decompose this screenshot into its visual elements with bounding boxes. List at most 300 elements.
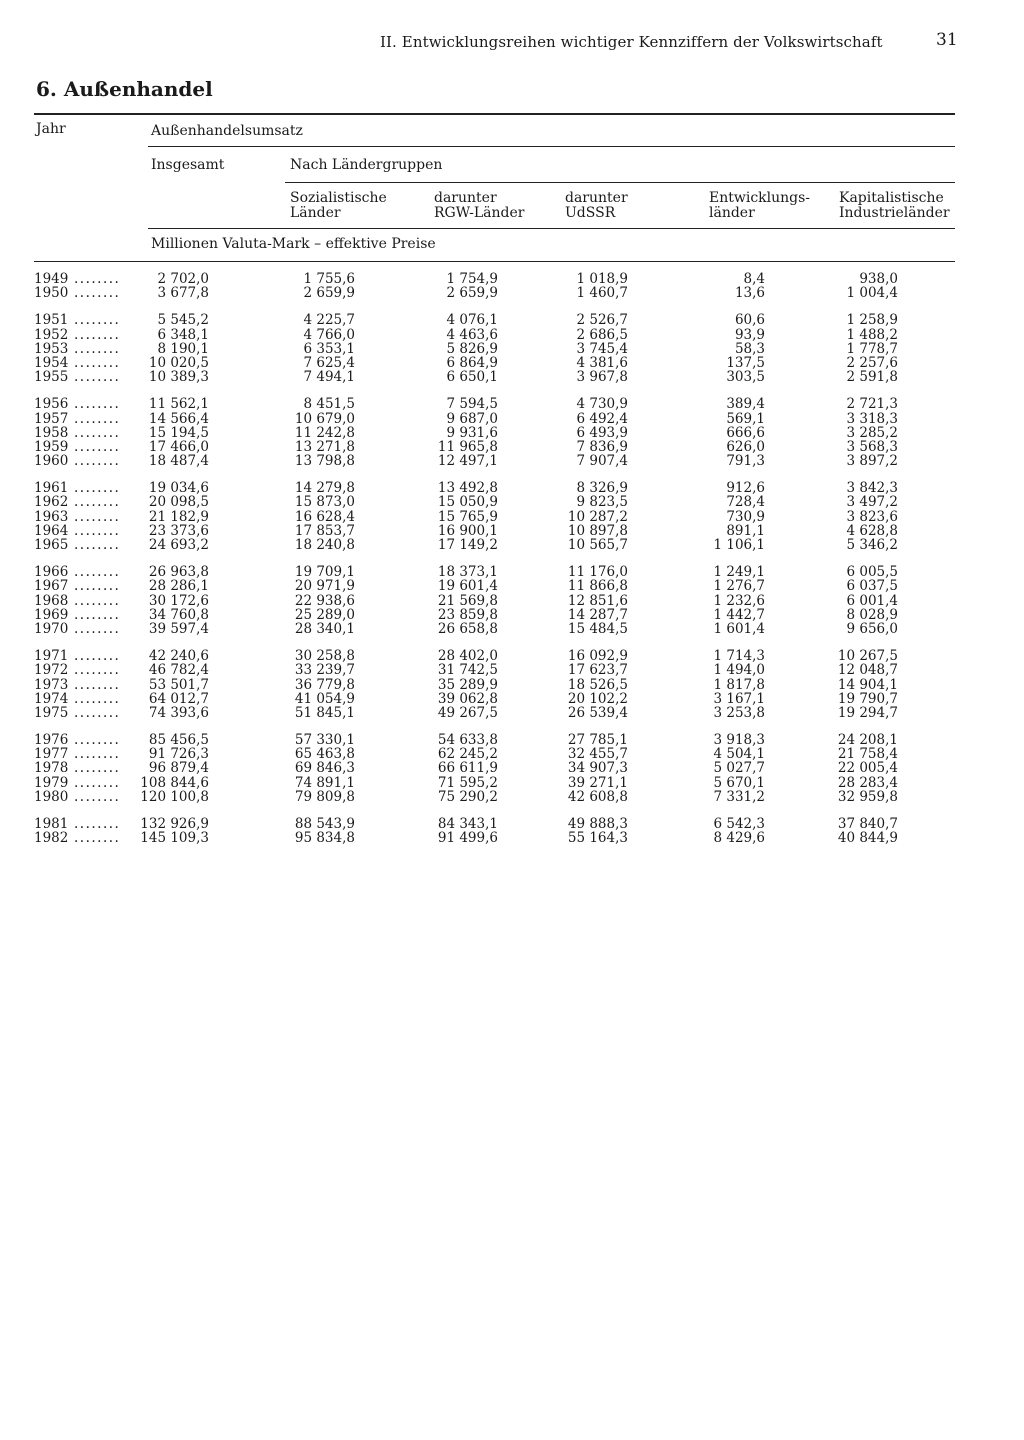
table-row bbox=[0, 356, 1024, 370]
table-row bbox=[0, 565, 1024, 579]
cell-entwicklungs: 303,5 bbox=[726, 369, 765, 386]
cell-insgesamt: 3 677,8 bbox=[157, 285, 209, 302]
cell-rgw: 26 658,8 bbox=[437, 620, 498, 637]
cell-rgw: 28 402,0 bbox=[437, 648, 498, 665]
cell-jahr: 1961 bbox=[34, 480, 69, 497]
table-row bbox=[0, 495, 1024, 509]
cell-entwicklungs: 13,6 bbox=[734, 285, 765, 302]
cell-jahr: 1964 bbox=[34, 522, 69, 539]
cell-sozialistische: 13 271,8 bbox=[294, 438, 355, 455]
cell-rgw: 91 499,6 bbox=[437, 830, 498, 847]
leader-dots: ........ bbox=[74, 830, 121, 847]
cell-kapitalistische: 24 208,1 bbox=[837, 732, 898, 749]
cell-jahr: 1975 bbox=[34, 704, 69, 721]
unit-top-rule bbox=[148, 228, 955, 229]
table-row bbox=[0, 286, 1024, 300]
cell-entwicklungs: 1 232,6 bbox=[713, 592, 765, 609]
cell-rgw: 13 492,8 bbox=[437, 480, 498, 497]
leader-dots: ........ bbox=[74, 537, 121, 553]
leader-dots: ........ bbox=[74, 592, 121, 609]
cell-entwicklungs: 8 429,6 bbox=[713, 830, 765, 847]
year-group bbox=[0, 481, 1024, 552]
table-row bbox=[0, 272, 1024, 286]
leader-dots: ........ bbox=[74, 369, 121, 386]
cell-sozialistische: 30 258,8 bbox=[294, 648, 355, 665]
cell-entwicklungs: 1 442,7 bbox=[713, 606, 765, 623]
year-group bbox=[0, 565, 1024, 636]
cell-jahr: 1963 bbox=[34, 508, 69, 525]
cell-jahr: 1955 bbox=[34, 369, 69, 386]
cell-udssr: 42 608,8 bbox=[567, 788, 628, 805]
header-unit: Millionen Valuta-Mark – effektive Preise bbox=[151, 236, 436, 252]
cell-kapitalistische: 19 294,7 bbox=[837, 704, 898, 721]
cell-sozialistische: 6 353,1 bbox=[303, 340, 355, 357]
cell-kapitalistische: 6 037,5 bbox=[846, 578, 898, 595]
leader-dots: ........ bbox=[74, 746, 121, 763]
table-row bbox=[0, 440, 1024, 454]
cell-jahr: 1978 bbox=[34, 760, 69, 777]
table-row bbox=[0, 622, 1024, 636]
leader-dots: ........ bbox=[74, 410, 121, 427]
cell-kapitalistische: 19 790,7 bbox=[837, 690, 898, 707]
year-group bbox=[0, 272, 1024, 300]
cell-kapitalistische: 2 257,6 bbox=[846, 354, 898, 371]
leader-dots: ........ bbox=[74, 690, 121, 707]
year-group bbox=[0, 313, 1024, 384]
cell-kapitalistische: 8 028,9 bbox=[846, 606, 898, 623]
cell-rgw: 6 864,9 bbox=[446, 354, 498, 371]
cell-udssr: 18 526,5 bbox=[567, 676, 628, 693]
cell-rgw: 71 595,2 bbox=[437, 774, 498, 791]
cell-insgesamt: 6 348,1 bbox=[157, 326, 209, 343]
cell-sozialistische: 22 938,6 bbox=[294, 592, 355, 609]
cell-sozialistische: 20 971,9 bbox=[294, 578, 355, 595]
cell-kapitalistische: 10 267,5 bbox=[837, 648, 898, 665]
cell-kapitalistische: 938,0 bbox=[859, 271, 898, 287]
cell-jahr: 1957 bbox=[34, 410, 69, 427]
leader-dots: ........ bbox=[74, 424, 121, 441]
cell-kapitalistische: 3 823,6 bbox=[846, 508, 898, 525]
cell-insgesamt: 108 844,6 bbox=[140, 774, 209, 791]
leader-dots: ........ bbox=[74, 453, 121, 470]
cell-kapitalistische: 3 842,3 bbox=[846, 480, 898, 497]
cell-insgesamt: 34 760,8 bbox=[148, 606, 209, 623]
cell-udssr: 32 455,7 bbox=[567, 746, 628, 763]
cell-sozialistische: 15 873,0 bbox=[294, 494, 355, 511]
cell-udssr: 10 565,7 bbox=[567, 537, 628, 553]
cell-insgesamt: 42 240,6 bbox=[148, 648, 209, 665]
cell-sozialistische: 4 225,7 bbox=[303, 312, 355, 329]
leader-dots: ........ bbox=[74, 354, 121, 371]
cell-insgesamt: 23 373,6 bbox=[148, 522, 209, 539]
cell-insgesamt: 18 487,4 bbox=[148, 453, 209, 470]
cell-sozialistische: 33 239,7 bbox=[294, 662, 355, 679]
cell-kapitalistische: 5 346,2 bbox=[846, 537, 898, 553]
cell-insgesamt: 11 562,1 bbox=[148, 396, 209, 413]
cell-rgw: 2 659,9 bbox=[446, 285, 498, 302]
cell-jahr: 1968 bbox=[34, 592, 69, 609]
cell-entwicklungs: 1 249,1 bbox=[713, 564, 765, 581]
cell-entwicklungs: 389,4 bbox=[726, 396, 765, 413]
cell-udssr: 6 493,9 bbox=[576, 424, 628, 441]
cell-kapitalistische: 2 721,3 bbox=[846, 396, 898, 413]
cell-rgw: 1 754,9 bbox=[446, 271, 498, 287]
year-group bbox=[0, 649, 1024, 720]
cell-udssr: 4 730,9 bbox=[576, 396, 628, 413]
cell-entwicklungs: 626,0 bbox=[726, 438, 765, 455]
cell-rgw: 5 826,9 bbox=[446, 340, 498, 357]
cell-insgesamt: 24 693,2 bbox=[148, 537, 209, 553]
cell-sozialistische: 14 279,8 bbox=[294, 480, 355, 497]
cell-jahr: 1950 bbox=[34, 285, 69, 302]
cell-udssr: 2 526,7 bbox=[576, 312, 628, 329]
cell-insgesamt: 10 020,5 bbox=[148, 354, 209, 371]
cell-kapitalistische: 32 959,8 bbox=[837, 788, 898, 805]
cell-jahr: 1972 bbox=[34, 662, 69, 679]
leader-dots: ........ bbox=[74, 648, 121, 665]
cell-jahr: 1979 bbox=[34, 774, 69, 791]
cell-udssr: 15 484,5 bbox=[567, 620, 628, 637]
cell-rgw: 9 931,6 bbox=[446, 424, 498, 441]
year-group bbox=[0, 817, 1024, 845]
cell-udssr: 9 823,5 bbox=[576, 494, 628, 511]
cell-sozialistische: 28 340,1 bbox=[294, 620, 355, 637]
leader-dots: ........ bbox=[74, 396, 121, 413]
cell-kapitalistische: 22 005,4 bbox=[837, 760, 898, 777]
leader-dots: ........ bbox=[74, 340, 121, 357]
header-insgesamt: Insgesamt bbox=[151, 157, 225, 173]
cell-jahr: 1962 bbox=[34, 494, 69, 511]
cell-kapitalistische: 4 628,8 bbox=[846, 522, 898, 539]
cell-entwicklungs: 5 670,1 bbox=[713, 774, 765, 791]
cell-sozialistische: 10 679,0 bbox=[294, 410, 355, 427]
cell-jahr: 1974 bbox=[34, 690, 69, 707]
cell-sozialistische: 17 853,7 bbox=[294, 522, 355, 539]
cell-entwicklungs: 1 817,8 bbox=[713, 676, 765, 693]
cell-kapitalistische: 1 488,2 bbox=[846, 326, 898, 343]
cell-udssr: 10 287,2 bbox=[567, 508, 628, 525]
cell-udssr: 55 164,3 bbox=[567, 830, 628, 847]
cell-udssr: 2 686,5 bbox=[576, 326, 628, 343]
cell-rgw: 12 497,1 bbox=[437, 453, 498, 470]
cell-jahr: 1965 bbox=[34, 537, 69, 553]
table-row bbox=[0, 538, 1024, 552]
cell-entwicklungs: 666,6 bbox=[726, 424, 765, 441]
cell-rgw: 16 900,1 bbox=[437, 522, 498, 539]
cell-udssr: 4 381,6 bbox=[576, 354, 628, 371]
cell-kapitalistische: 6 005,5 bbox=[846, 564, 898, 581]
cell-insgesamt: 145 109,3 bbox=[140, 830, 209, 847]
cell-rgw: 4 463,6 bbox=[446, 326, 498, 343]
leader-dots: ........ bbox=[74, 271, 121, 287]
cell-udssr: 12 851,6 bbox=[567, 592, 628, 609]
cell-udssr: 11 866,8 bbox=[567, 578, 628, 595]
cell-insgesamt: 5 545,2 bbox=[157, 312, 209, 329]
cell-insgesamt: 96 879,4 bbox=[148, 760, 209, 777]
cell-insgesamt: 20 098,5 bbox=[148, 494, 209, 511]
cell-rgw: 31 742,5 bbox=[437, 662, 498, 679]
cell-entwicklungs: 1 494,0 bbox=[713, 662, 765, 679]
table-row bbox=[0, 594, 1024, 608]
table-row bbox=[0, 481, 1024, 495]
leader-dots: ........ bbox=[74, 564, 121, 581]
cell-insgesamt: 132 926,9 bbox=[140, 816, 209, 832]
cell-rgw: 49 267,5 bbox=[437, 704, 498, 721]
cell-insgesamt: 17 466,0 bbox=[148, 438, 209, 455]
cell-insgesamt: 2 702,0 bbox=[157, 271, 209, 287]
table-row bbox=[0, 733, 1024, 747]
cell-entwicklungs: 58,3 bbox=[734, 340, 765, 357]
cell-jahr: 1981 bbox=[34, 816, 69, 832]
cell-kapitalistische: 1 258,9 bbox=[846, 312, 898, 329]
cell-sozialistische: 88 543,9 bbox=[294, 816, 355, 832]
table-row bbox=[0, 790, 1024, 804]
leader-dots: ........ bbox=[74, 676, 121, 693]
header-nach-laendergruppen: Nach Ländergruppen bbox=[290, 157, 443, 173]
cell-rgw: 4 076,1 bbox=[446, 312, 498, 329]
table-row bbox=[0, 761, 1024, 775]
cell-insgesamt: 91 726,3 bbox=[148, 746, 209, 763]
cell-kapitalistische: 1 004,4 bbox=[846, 285, 898, 302]
section-title: 6. Außenhandel bbox=[36, 77, 213, 101]
cell-jahr: 1976 bbox=[34, 732, 69, 749]
leader-dots: ........ bbox=[74, 312, 121, 329]
cell-insgesamt: 74 393,6 bbox=[148, 704, 209, 721]
cell-rgw: 84 343,1 bbox=[437, 816, 498, 832]
cell-insgesamt: 53 501,7 bbox=[148, 676, 209, 693]
header-udssr: darunter UdSSR bbox=[565, 190, 628, 221]
cell-sozialistische: 95 834,8 bbox=[294, 830, 355, 847]
cell-udssr: 7 907,4 bbox=[576, 453, 628, 470]
cell-insgesamt: 30 172,6 bbox=[148, 592, 209, 609]
cell-sozialistische: 2 659,9 bbox=[303, 285, 355, 302]
header-sozialistische: Sozialistische Länder bbox=[290, 190, 387, 221]
cell-udssr: 3 745,4 bbox=[576, 340, 628, 357]
cell-kapitalistische: 1 778,7 bbox=[846, 340, 898, 357]
table-row bbox=[0, 454, 1024, 468]
cell-entwicklungs: 137,5 bbox=[726, 354, 765, 371]
cell-jahr: 1967 bbox=[34, 578, 69, 595]
cell-kapitalistische: 3 897,2 bbox=[846, 453, 898, 470]
cell-udssr: 11 176,0 bbox=[567, 564, 628, 581]
cell-jahr: 1960 bbox=[34, 453, 69, 470]
table-row bbox=[0, 663, 1024, 677]
cell-jahr: 1977 bbox=[34, 746, 69, 763]
header-rgw: darunter RGW-Länder bbox=[434, 190, 525, 221]
leader-dots: ........ bbox=[74, 662, 121, 679]
cell-udssr: 17 623,7 bbox=[567, 662, 628, 679]
cell-rgw: 19 601,4 bbox=[437, 578, 498, 595]
table-row bbox=[0, 706, 1024, 720]
table-row bbox=[0, 328, 1024, 342]
cell-sozialistische: 1 755,6 bbox=[303, 271, 355, 287]
cell-kapitalistische: 40 844,9 bbox=[837, 830, 898, 847]
year-group bbox=[0, 733, 1024, 804]
cell-udssr: 20 102,2 bbox=[567, 690, 628, 707]
table-row bbox=[0, 313, 1024, 327]
cell-rgw: 15 050,9 bbox=[437, 494, 498, 511]
cell-kapitalistische: 3 285,2 bbox=[846, 424, 898, 441]
cell-entwicklungs: 93,9 bbox=[734, 326, 765, 343]
cell-jahr: 1958 bbox=[34, 424, 69, 441]
cell-sozialistische: 7 494,1 bbox=[303, 369, 355, 386]
cell-entwicklungs: 6 542,3 bbox=[713, 816, 765, 832]
leader-dots: ........ bbox=[74, 774, 121, 791]
cell-rgw: 21 569,8 bbox=[437, 592, 498, 609]
cell-insgesamt: 120 100,8 bbox=[140, 788, 209, 805]
cell-jahr: 1969 bbox=[34, 606, 69, 623]
leader-dots: ........ bbox=[74, 788, 121, 805]
header-umsatz: Außenhandelsumsatz bbox=[151, 123, 303, 139]
cell-sozialistische: 4 766,0 bbox=[303, 326, 355, 343]
table-row bbox=[0, 831, 1024, 845]
cell-sozialistische: 57 330,1 bbox=[294, 732, 355, 749]
cell-entwicklungs: 60,6 bbox=[734, 312, 765, 329]
cell-kapitalistische: 2 591,8 bbox=[846, 369, 898, 386]
cell-insgesamt: 10 389,3 bbox=[148, 369, 209, 386]
cell-sozialistische: 74 891,1 bbox=[294, 774, 355, 791]
cell-sozialistische: 8 451,5 bbox=[303, 396, 355, 413]
leader-dots: ........ bbox=[74, 494, 121, 511]
cell-jahr: 1970 bbox=[34, 620, 69, 637]
cell-rgw: 17 149,2 bbox=[437, 537, 498, 553]
leader-dots: ........ bbox=[74, 508, 121, 525]
cell-kapitalistische: 9 656,0 bbox=[846, 620, 898, 637]
cell-entwicklungs: 3 167,1 bbox=[713, 690, 765, 707]
cell-rgw: 7 594,5 bbox=[446, 396, 498, 413]
leader-dots: ........ bbox=[74, 326, 121, 343]
table-row bbox=[0, 817, 1024, 831]
umsatz-rule bbox=[148, 146, 955, 147]
cell-entwicklungs: 891,1 bbox=[726, 522, 765, 539]
table-row bbox=[0, 370, 1024, 384]
cell-sozialistische: 19 709,1 bbox=[294, 564, 355, 581]
cell-sozialistische: 65 463,8 bbox=[294, 746, 355, 763]
cell-kapitalistische: 3 568,3 bbox=[846, 438, 898, 455]
cell-udssr: 14 287,7 bbox=[567, 606, 628, 623]
cell-rgw: 9 687,0 bbox=[446, 410, 498, 427]
cell-rgw: 54 633,8 bbox=[437, 732, 498, 749]
cell-kapitalistische: 12 048,7 bbox=[837, 662, 898, 679]
cell-kapitalistische: 21 758,4 bbox=[837, 746, 898, 763]
cell-insgesamt: 21 182,9 bbox=[148, 508, 209, 525]
cell-entwicklungs: 8,4 bbox=[743, 271, 765, 287]
cell-sozialistische: 16 628,4 bbox=[294, 508, 355, 525]
cell-entwicklungs: 7 331,2 bbox=[713, 788, 765, 805]
cell-udssr: 16 092,9 bbox=[567, 648, 628, 665]
header-kapitalistische: Kapitalistische Industrieländer bbox=[839, 190, 950, 221]
cell-entwicklungs: 569,1 bbox=[726, 410, 765, 427]
header-bottom-rule bbox=[34, 261, 955, 262]
header-entwicklungs: Entwicklungs- länder bbox=[709, 190, 811, 221]
table-row bbox=[0, 608, 1024, 622]
cell-sozialistische: 7 625,4 bbox=[303, 354, 355, 371]
cell-rgw: 23 859,8 bbox=[437, 606, 498, 623]
cell-entwicklungs: 1 714,3 bbox=[713, 648, 765, 665]
cell-kapitalistische: 37 840,7 bbox=[837, 816, 898, 832]
cell-insgesamt: 28 286,1 bbox=[148, 578, 209, 595]
cell-jahr: 1973 bbox=[34, 676, 69, 693]
cell-entwicklungs: 730,9 bbox=[726, 508, 765, 525]
running-head: II. Entwicklungsreihen wichtiger Kennziffern der Volkswirtschaft bbox=[380, 33, 883, 51]
table-row bbox=[0, 579, 1024, 593]
table-row bbox=[0, 747, 1024, 761]
cell-rgw: 39 062,8 bbox=[437, 690, 498, 707]
cell-jahr: 1954 bbox=[34, 354, 69, 371]
table-row bbox=[0, 692, 1024, 706]
cell-udssr: 34 907,3 bbox=[567, 760, 628, 777]
cell-sozialistische: 25 289,0 bbox=[294, 606, 355, 623]
cell-jahr: 1953 bbox=[34, 340, 69, 357]
table-row bbox=[0, 649, 1024, 663]
cell-jahr: 1971 bbox=[34, 648, 69, 665]
cell-rgw: 66 611,9 bbox=[437, 760, 498, 777]
cell-insgesamt: 15 194,5 bbox=[148, 424, 209, 441]
cell-insgesamt: 26 963,8 bbox=[148, 564, 209, 581]
cell-entwicklungs: 728,4 bbox=[726, 494, 765, 511]
cell-insgesamt: 14 566,4 bbox=[148, 410, 209, 427]
leader-dots: ........ bbox=[74, 620, 121, 637]
laendergruppen-rule bbox=[285, 182, 955, 183]
cell-udssr: 8 326,9 bbox=[576, 480, 628, 497]
cell-insgesamt: 39 597,4 bbox=[148, 620, 209, 637]
table-row bbox=[0, 678, 1024, 692]
cell-rgw: 11 965,8 bbox=[437, 438, 498, 455]
cell-udssr: 1 018,9 bbox=[576, 271, 628, 287]
cell-entwicklungs: 912,6 bbox=[726, 480, 765, 497]
cell-entwicklungs: 3 918,3 bbox=[713, 732, 765, 749]
table-top-rule bbox=[34, 113, 955, 115]
leader-dots: ........ bbox=[74, 522, 121, 539]
cell-kapitalistische: 3 497,2 bbox=[846, 494, 898, 511]
year-group bbox=[0, 397, 1024, 468]
cell-rgw: 75 290,2 bbox=[437, 788, 498, 805]
leader-dots: ........ bbox=[74, 816, 121, 832]
cell-insgesamt: 46 782,4 bbox=[148, 662, 209, 679]
cell-kapitalistische: 14 904,1 bbox=[837, 676, 898, 693]
cell-kapitalistische: 28 283,4 bbox=[837, 774, 898, 791]
cell-sozialistische: 51 845,1 bbox=[294, 704, 355, 721]
table-row bbox=[0, 524, 1024, 538]
cell-sozialistische: 13 798,8 bbox=[294, 453, 355, 470]
cell-udssr: 1 460,7 bbox=[576, 285, 628, 302]
cell-rgw: 62 245,2 bbox=[437, 746, 498, 763]
cell-udssr: 49 888,3 bbox=[567, 816, 628, 832]
cell-jahr: 1982 bbox=[34, 830, 69, 847]
cell-sozialistische: 36 779,8 bbox=[294, 676, 355, 693]
leader-dots: ........ bbox=[74, 285, 121, 302]
table-row bbox=[0, 342, 1024, 356]
cell-sozialistische: 41 054,9 bbox=[294, 690, 355, 707]
cell-jahr: 1952 bbox=[34, 326, 69, 343]
table-row bbox=[0, 426, 1024, 440]
cell-entwicklungs: 4 504,1 bbox=[713, 746, 765, 763]
cell-insgesamt: 64 012,7 bbox=[148, 690, 209, 707]
table-row bbox=[0, 412, 1024, 426]
cell-udssr: 7 836,9 bbox=[576, 438, 628, 455]
cell-kapitalistische: 3 318,3 bbox=[846, 410, 898, 427]
cell-jahr: 1951 bbox=[34, 312, 69, 329]
cell-jahr: 1966 bbox=[34, 564, 69, 581]
cell-udssr: 10 897,8 bbox=[567, 522, 628, 539]
table-row bbox=[0, 510, 1024, 524]
cell-rgw: 18 373,1 bbox=[437, 564, 498, 581]
cell-sozialistische: 69 846,3 bbox=[294, 760, 355, 777]
cell-kapitalistische: 6 001,4 bbox=[846, 592, 898, 609]
cell-entwicklungs: 5 027,7 bbox=[713, 760, 765, 777]
cell-insgesamt: 85 456,5 bbox=[148, 732, 209, 749]
leader-dots: ........ bbox=[74, 704, 121, 721]
